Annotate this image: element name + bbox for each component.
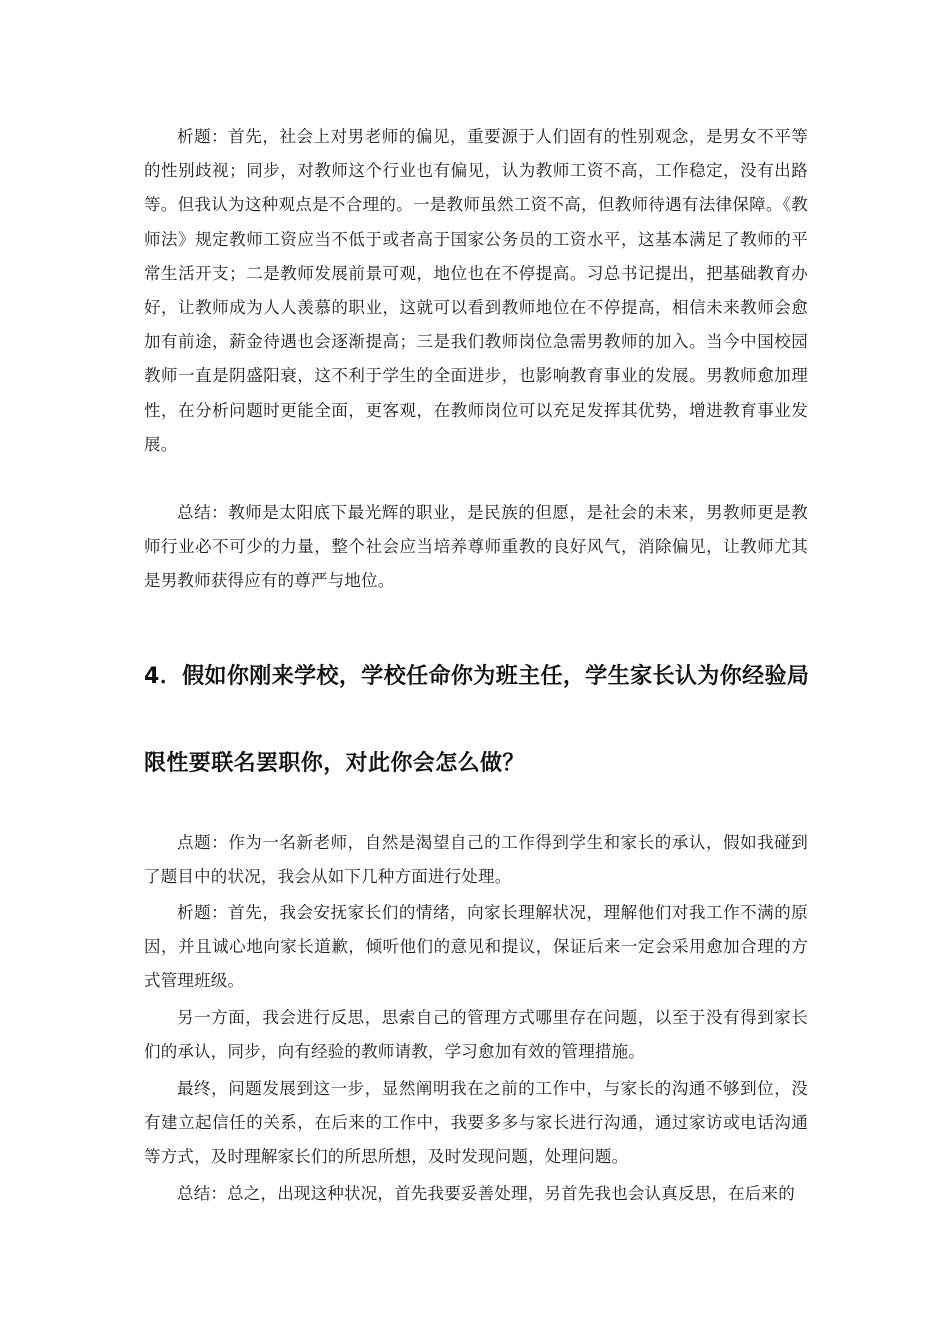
paragraph-reflection: 另一方面，我会进行反思，思索自己的管理方式哪里存在问题，以至于没有得到家长们的承认，同步，向有经验的教师请教，学习愈加有效的管理措施。	[144, 1008, 808, 1062]
paragraph-analysis-parents: 析题：首先，我会安抚家长们的情绪，向家长理解状况，理解他们对我工作不满的原因，并且诚心地向家长道歉，倾听他们的意见和提议，保证后来一定会采用愈加合理的方式管理班级。	[144, 903, 808, 991]
paragraph-conclusion: 总结：总之，出现这种状况，首先我要妥善处理，另首先我也会认真反思，在后来的	[177, 1184, 795, 1203]
paragraph-communication: 最终，问题发展到这一步，显然阐明我在之前的工作中，与家长的沟通不够到位，没有建立起信任的关系，在后来的工作中，我要多多与家长进行沟通，通过家访或电话沟通等方式，及时理解家长们的所思所想，及时发现问题，处理问题。	[144, 1079, 808, 1167]
paragraph-point-topic: 点题：作为一名新老师，自然是渴望自己的工作得到学生和家长的承认，假如我碰到了题目中的状况，我会从如下几种方面进行处理。	[144, 833, 808, 887]
paragraph-summary-male-teachers: 总结：教师是太阳底下最光辉的职业，是民族的但愿，是社会的未来，男教师更是教师行业必不可少的力量，整个社会应当培养尊师重教的良好风气，消除偏见，让教师尤其是男教师获得应有的尊严与地位。	[144, 503, 808, 591]
question-4-heading: 4．假如你刚来学校，学校任命你为班主任，学生家长认为你经验局限性要联名罢职你，对此你会怎么做？	[144, 664, 810, 776]
paragraph-analysis-male-teachers: 析题：首先，社会上对男老师的偏见，重要源于人们固有的性别观念，是男女不平等的性别歧视；同步，对教师这个行业也有偏见，认为教师工资不高，工作稳定，没有出路等。但我认为这种观点是不合理的。一是教师虽然工资不高，但教师待遇有法律保障。《教师法》规定教师工资应当不低于或者高于国家公务员的工资水平，这基本满足了教师的平常生活开支；二是教师发展前景可观，地位也在不停提高。习总书记提出，把基础教育办好，让教师成为人人羡慕的职业，这就可以看到教师地位在不停提高，相信未来教师会愈加有前途，薪金待遇也会逐渐提高；三是我们教师岗位急需男教师的加入。当今中国校园教师一直是阴盛阳衰，这不利于学生的全面进步，也影响教育事业的发展。男教师愈加理性，在分析问题时更能全面，更客观，在教师岗位可以充足发挥其优势，增进教育事业发展。	[144, 127, 808, 454]
